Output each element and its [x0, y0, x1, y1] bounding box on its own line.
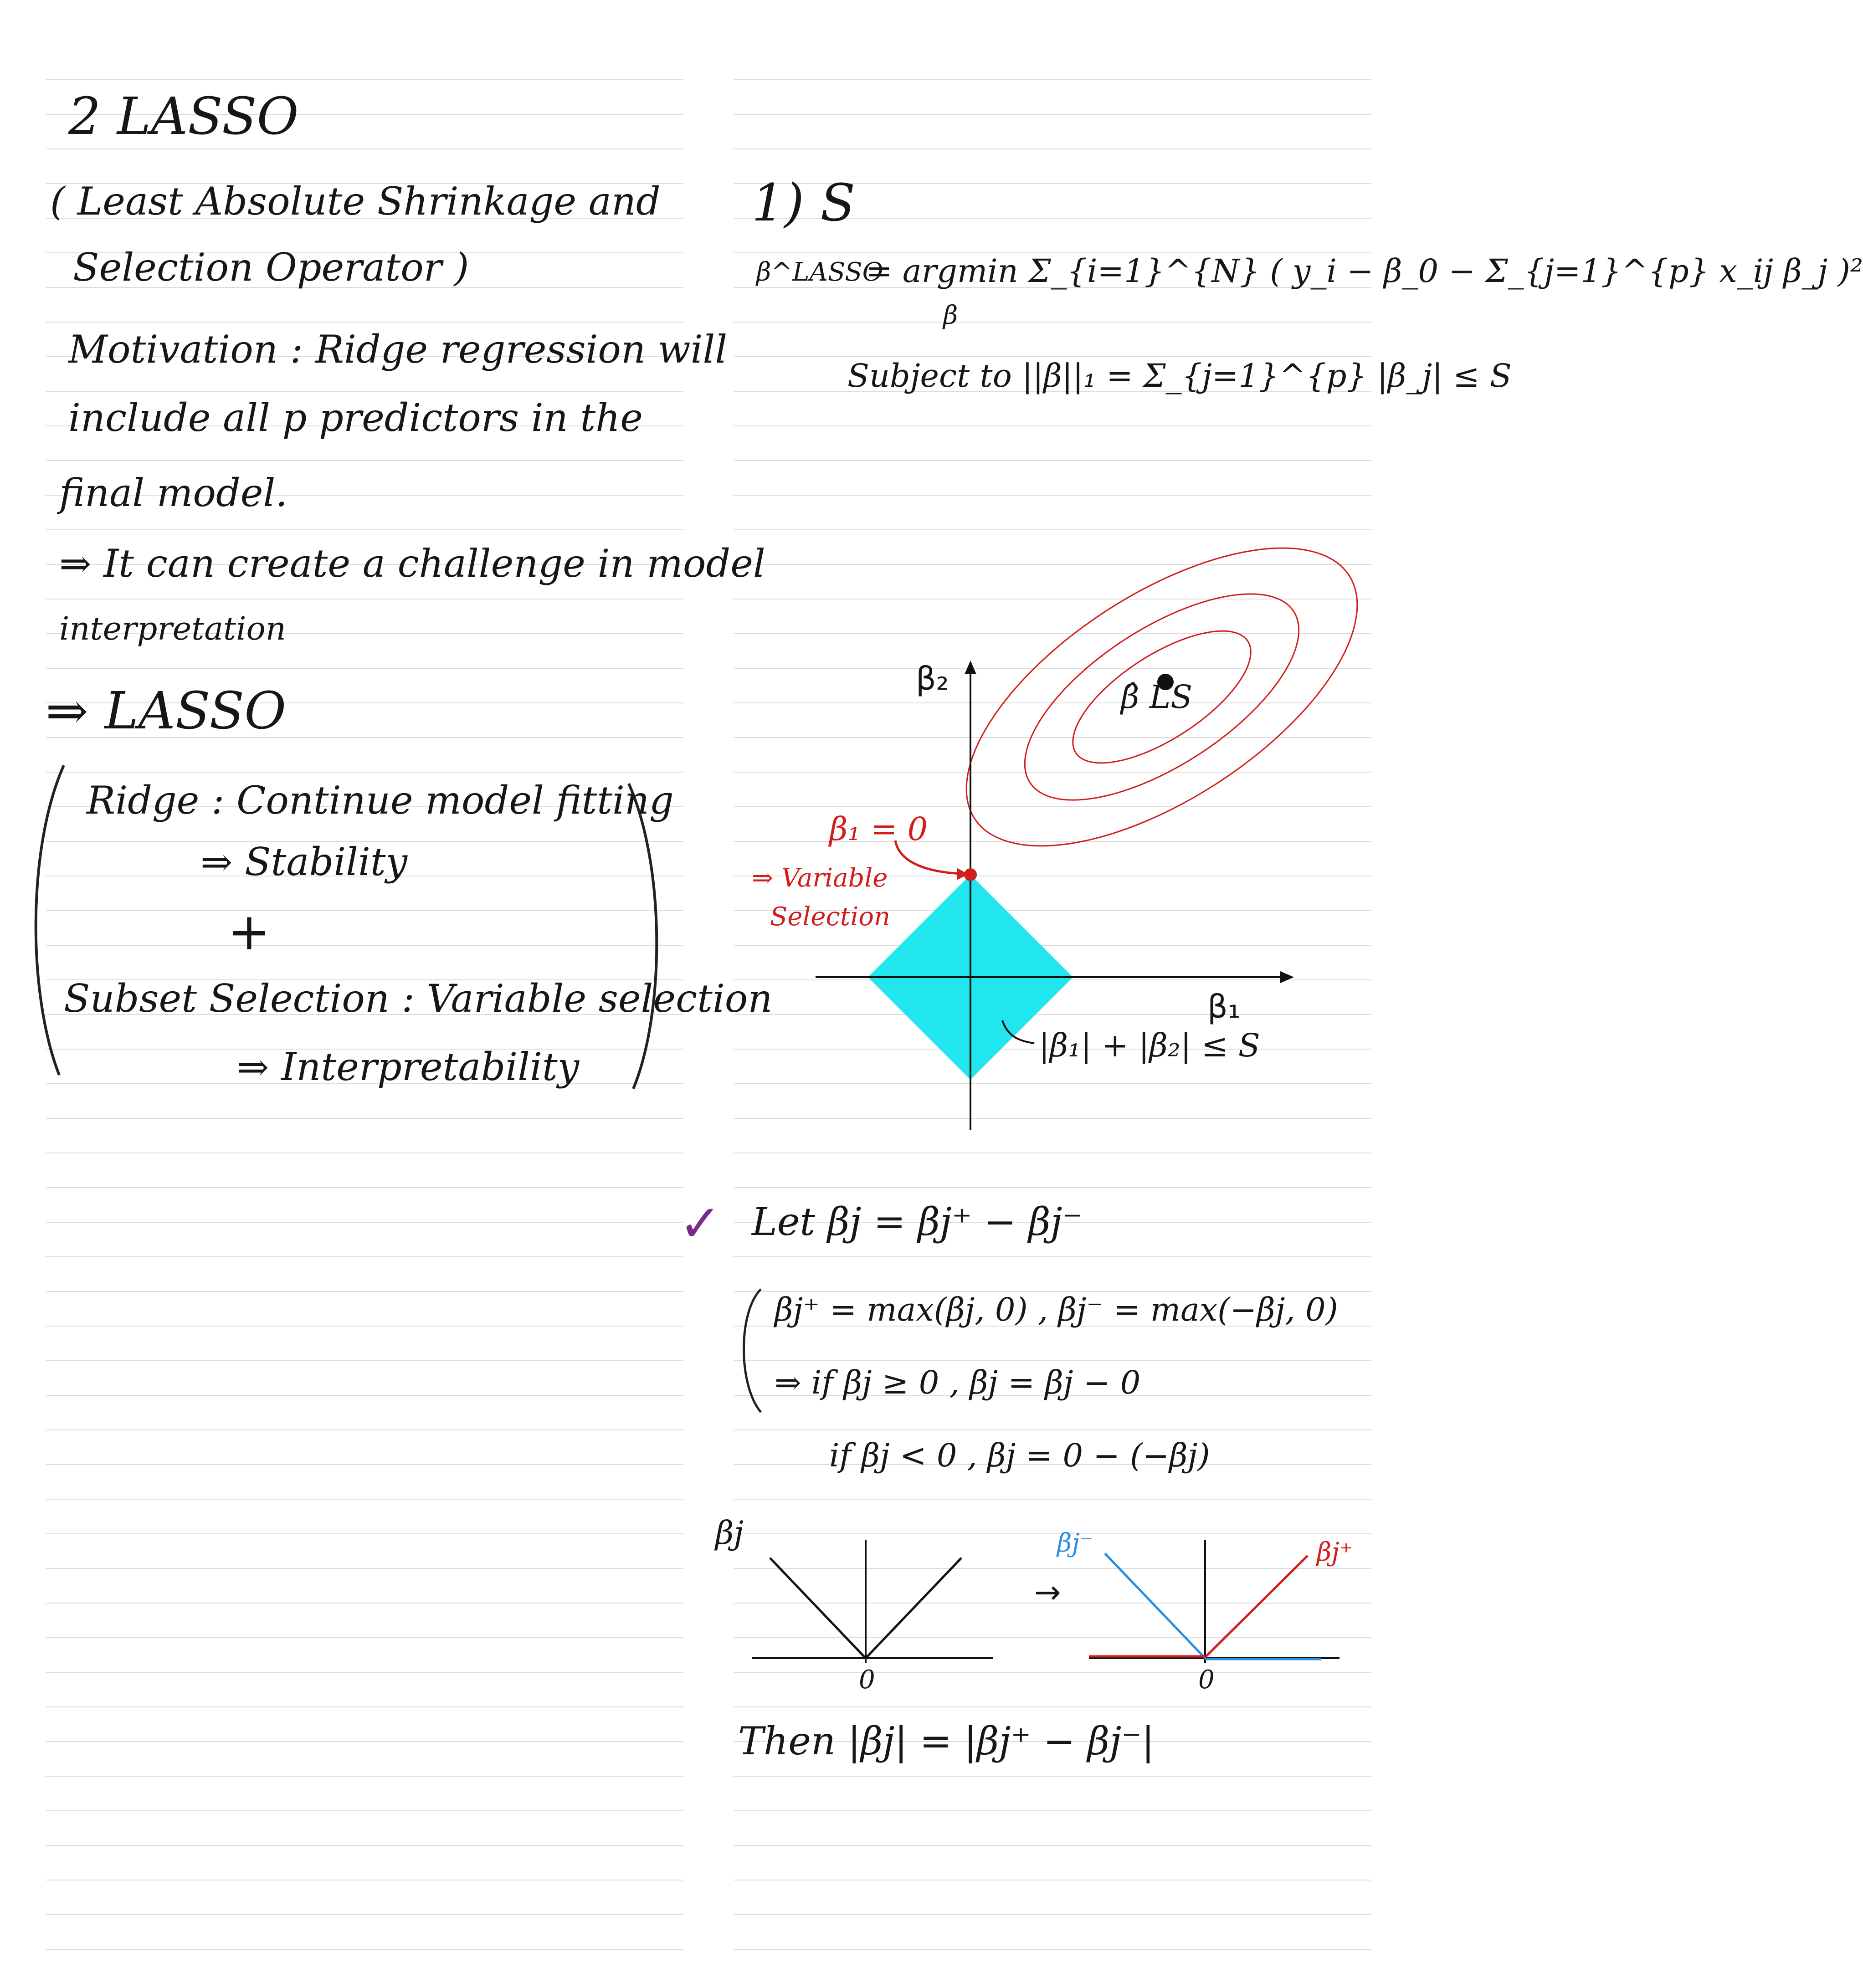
page-title: 2 LASSO — [68, 87, 299, 146]
subset-line: Subset Selection : Variable selection — [64, 976, 773, 1021]
beta-lasso-label: β^LASSO — [756, 257, 883, 287]
section-label: 1) S — [752, 174, 856, 233]
argmin-subscript: β — [943, 301, 958, 330]
beta1-zero-label: β₁ = 0 — [829, 810, 928, 848]
definition-line: βj⁺ = max(βj, 0) , βj⁻ = max(−βj, 0) — [775, 1291, 1338, 1328]
lasso-formula: = argmin Σ_{i=1}^{N} ( y_i − β_0 − Σ_{j=1}^{p} x_ij β_j )² — [866, 252, 1863, 290]
minus-branch — [1105, 1553, 1205, 1658]
subtitle-line-1: ( Least Absolute Shrinkage and — [50, 179, 661, 224]
subtitle-line-2: Selection Operator ) — [73, 245, 469, 290]
motivation-line-2: include all p predictors in the — [68, 395, 643, 440]
abs-plot-label: βj — [715, 1514, 744, 1552]
left-paren — [18, 756, 73, 1084]
region-label: |β₁| + |β₂| ≤ S — [1039, 1027, 1260, 1064]
check-mark: ✓ — [679, 1194, 722, 1253]
split-plot — [1084, 1522, 1349, 1695]
transition-arrow: → — [1034, 1573, 1061, 1611]
cases-brace — [734, 1285, 770, 1417]
beta2-label: β₂ — [916, 660, 949, 697]
let-line: Let βj = βj⁺ − βj⁻ — [752, 1199, 1083, 1244]
plus-sign: + — [228, 902, 271, 962]
right-paren — [620, 774, 674, 1102]
challenge-line-1: ⇒ It can create a challenge in model — [59, 541, 765, 586]
variable-selection-line-1: ⇒ Variable — [752, 863, 888, 893]
beta2-axis-arrow — [965, 661, 976, 674]
beta1-axis-arrow — [1280, 971, 1294, 983]
abs-right-branch — [866, 1558, 961, 1658]
case-negative: if βj < 0 , βj = 0 − (−βj) — [829, 1437, 1210, 1474]
case-nonnegative: ⇒ if βj ≥ 0 , βj = βj − 0 — [775, 1364, 1141, 1401]
lasso-arrow: ⇒ LASSO — [46, 681, 287, 741]
then-line: Then |βj| = |βj⁺ − βj⁻| — [738, 1719, 1155, 1763]
interpretability-line: ⇒ Interpretability — [237, 1045, 580, 1089]
minus-label: βj⁻ — [1057, 1528, 1093, 1558]
motivation-line-1: Motivation : Ridge regression will — [68, 327, 728, 372]
stability-line: ⇒ Stability — [200, 840, 408, 884]
beta1-label: β₁ — [1207, 988, 1241, 1025]
motivation-line-3: final model. — [59, 471, 288, 515]
variable-selection-line-2: Selection — [770, 902, 891, 932]
ridge-line: Ridge : Continue model fitting — [87, 778, 674, 823]
beta-ls-label: β̂ LS — [1121, 678, 1193, 716]
split-plot-origin: 0 — [1198, 1665, 1215, 1695]
plus-label: βj⁺ — [1317, 1537, 1353, 1567]
constraint-line: Subject to ||β||₁ = Σ_{j=1}^{p} |β_j| ≤ S — [847, 357, 1512, 395]
abs-plot-origin: 0 — [859, 1665, 875, 1695]
plus-branch — [1205, 1556, 1308, 1657]
challenge-line-2: interpretation — [59, 610, 286, 647]
abs-left-branch — [770, 1558, 866, 1658]
